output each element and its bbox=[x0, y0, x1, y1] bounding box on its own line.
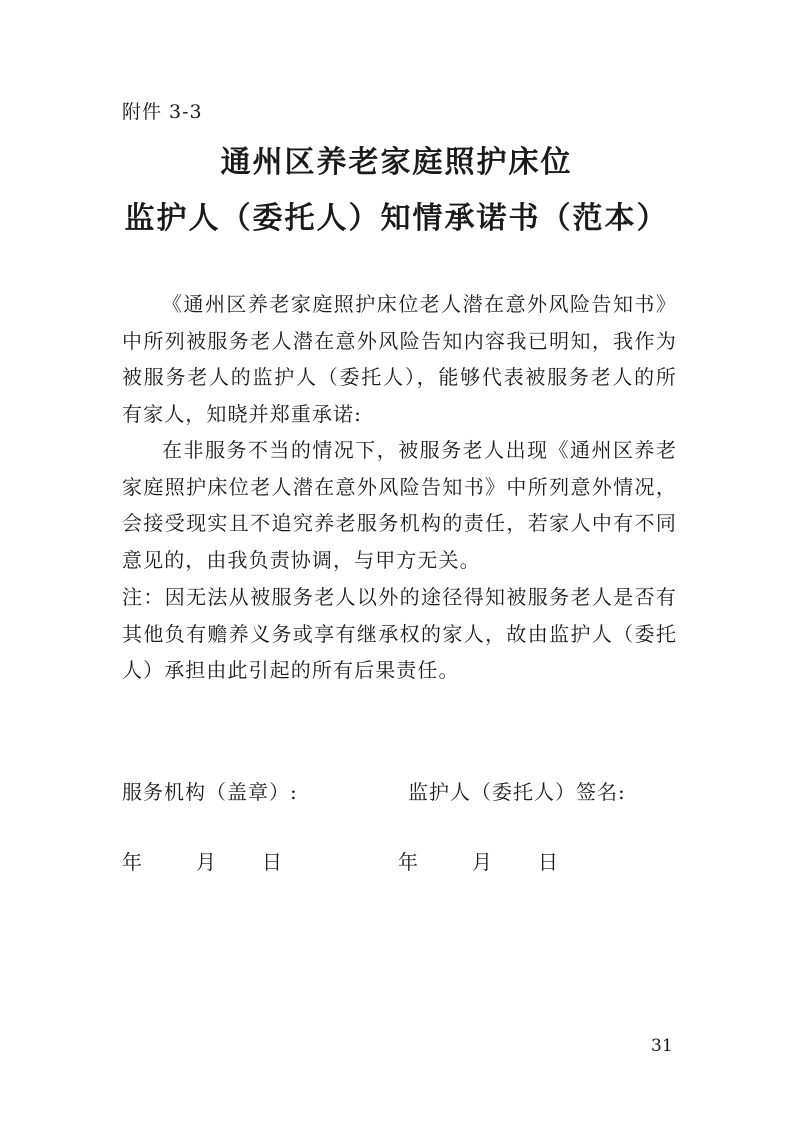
paragraph-commitment: 在非服务不当的情况下，被服务老人出现《通州区养老家庭照护床位老人潜在意外风险告知书》中所列意外情况，会接受现实且不追究养老服务机构的责任，若家人中有不同意见的，由我负责协调，与甲方无关。 bbox=[122, 438, 677, 572]
document-title-line2: 监护人（委托人）知情承诺书（范本） bbox=[124, 201, 669, 236]
paragraph-note: 注：因无法从被服务老人以外的途径得知被服务老人是否有其他负有赡养义务或享有继承权的家人，故由监护人（委托人）承担由此引起的所有后果责任。 bbox=[122, 585, 677, 682]
service-org-seal-label: 服务机构（盖章）: bbox=[122, 780, 298, 804]
guardian-date-month: 月 bbox=[472, 850, 492, 874]
page-number: 31 bbox=[651, 1036, 673, 1056]
guardian-signature-label: 监护人（委托人）签名: bbox=[408, 780, 626, 804]
org-date-year: 年 bbox=[122, 850, 142, 874]
document-title-line1: 通州区养老家庭照护床位 bbox=[220, 145, 573, 180]
org-date-month: 月 bbox=[196, 850, 216, 874]
guardian-date-day: 日 bbox=[538, 850, 558, 874]
paragraph-acknowledgement: 《通州区养老家庭照护床位老人潜在意外风险告知书》中所列被服务老人潜在意外风险告知内容我已明知，我作为被服务老人的监护人（委托人），能够代表被服务老人的所有家人，知晓并郑重承诺: bbox=[122, 292, 677, 426]
org-date-day: 日 bbox=[262, 850, 282, 874]
attachment-label: 附件 3-3 bbox=[122, 101, 203, 123]
guardian-date-year: 年 bbox=[398, 850, 418, 874]
